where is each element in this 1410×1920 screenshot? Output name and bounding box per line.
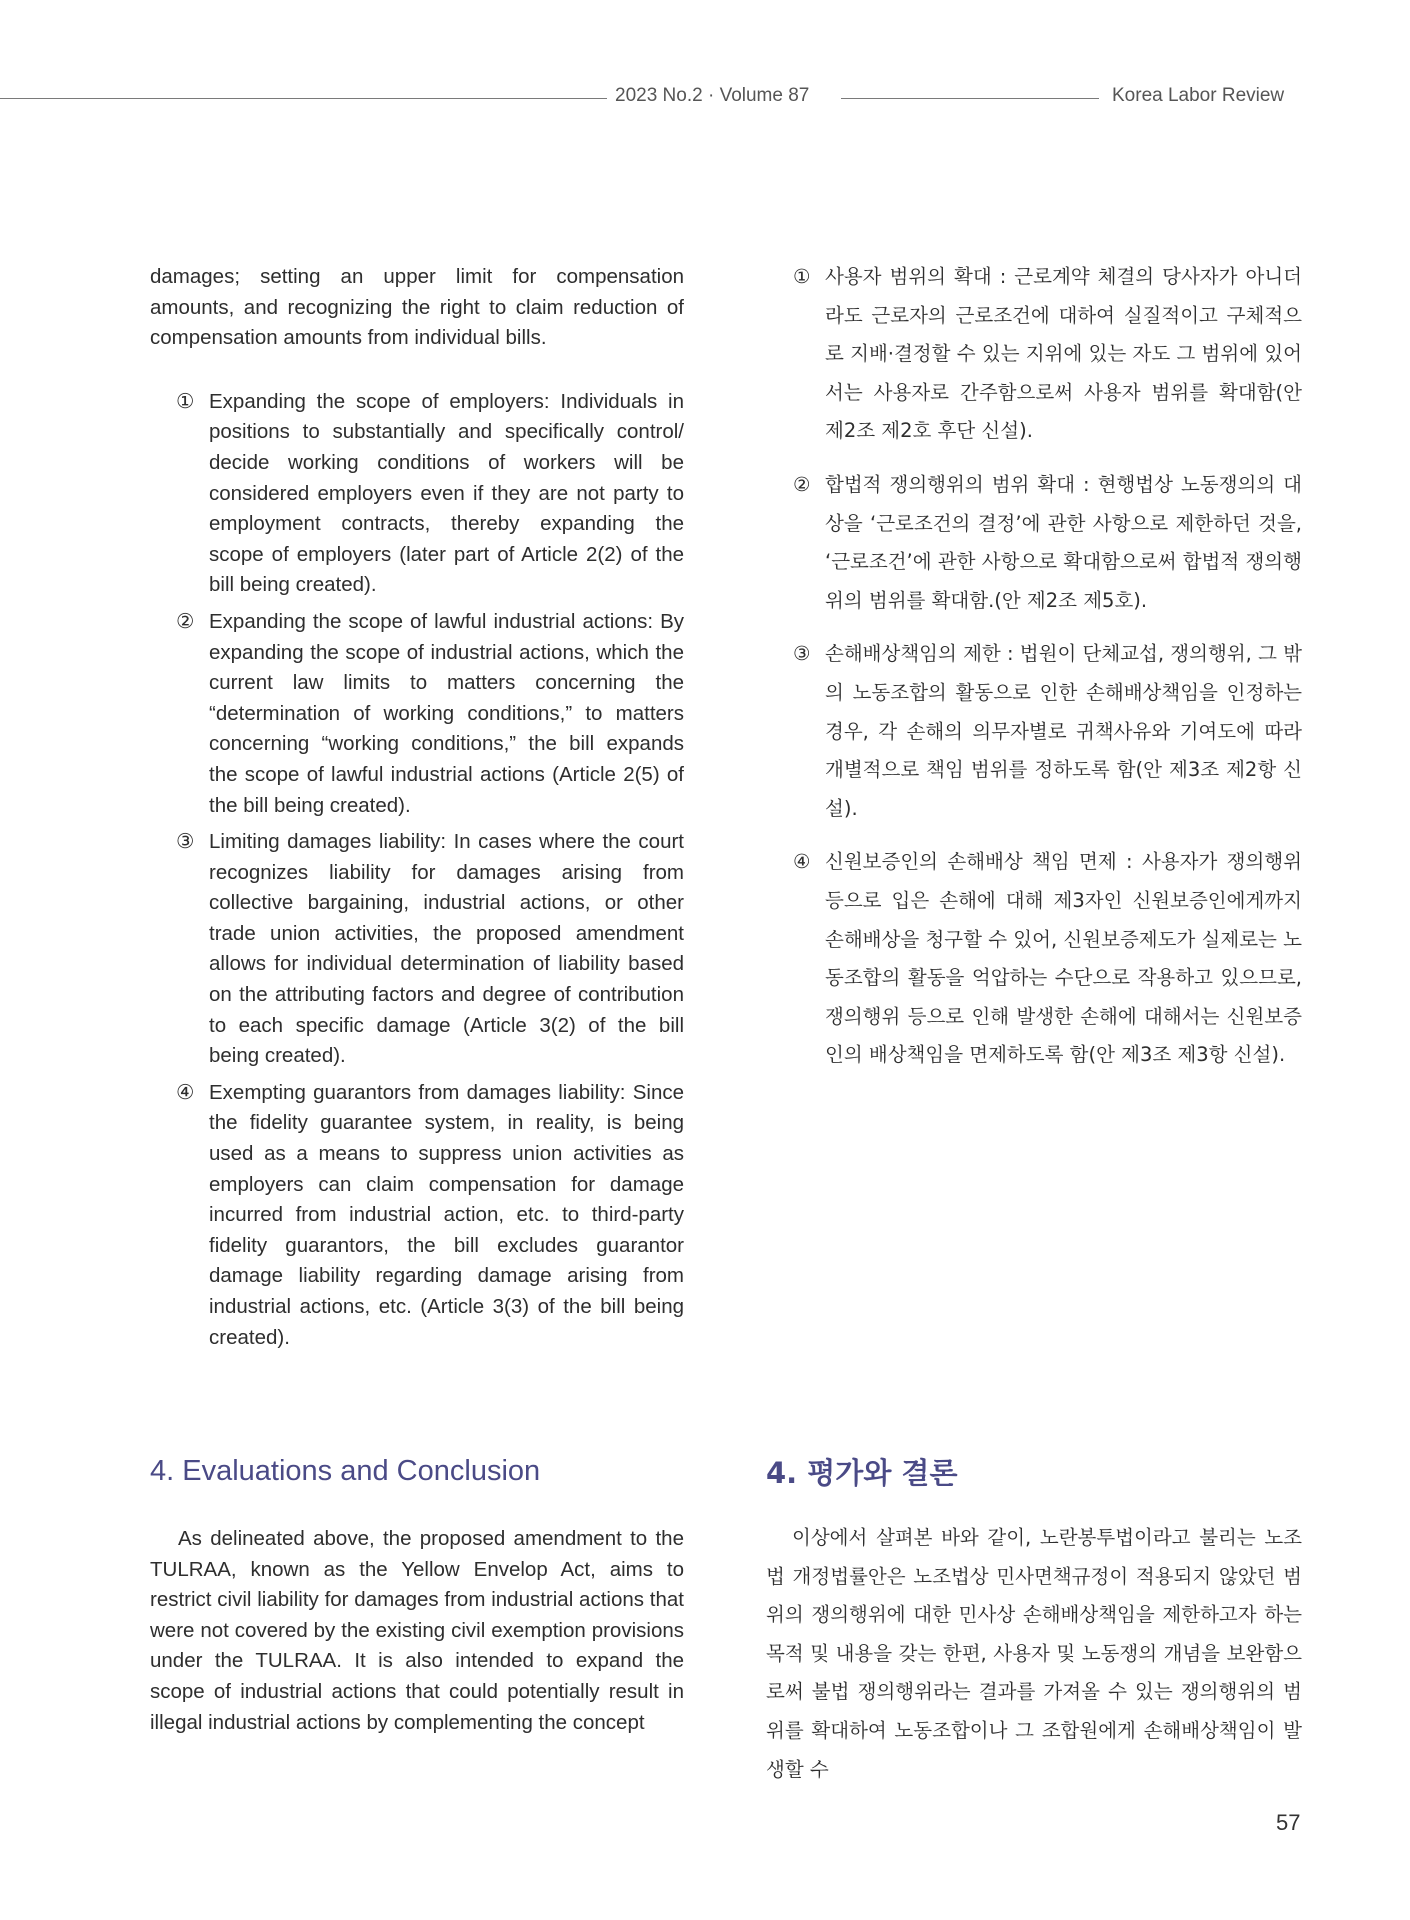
left-column-upper <box>150 262 684 1359</box>
right-column-upper <box>766 258 1302 1090</box>
list-item-ko-3 <box>766 635 1302 828</box>
list-item-en-4 <box>150 1078 684 1353</box>
header-rule-left <box>0 98 607 99</box>
header-issue: 2023 No.2 · Volume 87 <box>615 85 810 106</box>
list-item-ko-4 <box>766 843 1302 1075</box>
right-column-lower <box>766 1519 1302 1789</box>
header-journal-title: Korea Labor Review <box>1112 85 1285 106</box>
conclusion-paragraph-ko: 이상에서 살펴본 바와 같이, 노란봉투법이라고 불리는 노조법 개정법률안은 노조법상 민사면책규정이 적용되지 않았던 범위의 쟁의행위에 대한 민사상 손해배상책임을 제한하고자 하는 목적 및 내용을 갖는 한편, 사용자 및 노동쟁의 개념을 보완함으로써 불법 쟁의행위라는 결과를 가져올 수 있는 쟁의행위의 범위를 확대하여 노동조합이나 그 조합원에게 손해배상책임이 발생할 수 <box>766 1526 1302 1781</box>
list-number: ④ <box>176 1080 195 1104</box>
list-item-en-3 <box>150 827 684 1072</box>
section-heading-ko: 4. 평가와 결론 <box>766 1456 958 1490</box>
list-number: ① <box>793 265 811 288</box>
list-number: ③ <box>793 642 811 666</box>
list-item-ko-1 <box>766 258 1302 451</box>
list-number: ① <box>176 389 195 413</box>
list-number: ② <box>176 609 195 633</box>
list-item-text: 사용자 범위의 확대 : 근로계약 체결의 당사자가 아니더라도 근로자의 근로조건에 대하여 실질적이고 구체적으로 지배·결정할 수 있는 지위에 있는 자도 그 범위에 있어서는 사용자로 간주함으로써 사용자 범위를 확대함(안 제2조 제2호 후단 신설). <box>825 265 1302 443</box>
list-item-text: Exempting guarantors from damages liability: Since the fidelity guarantee system, in reality, is being used as a means to suppress union activities as employers can claim compensation for damage incurred from industrial action, etc. to third-party fidelity guarantors, the bill excludes guarantor damage liability regarding damage arising from industrial actions, etc. (Article 3(3) of the bill being created). <box>209 1080 684 1349</box>
left-column-lower <box>150 1524 684 1738</box>
list-item-text: 손해배상책임의 제한 : 법원이 단체교섭, 쟁의행위, 그 밖의 노동조합의 활동으로 인한 손해배상책임을 인정하는 경우, 각 손해의 의무자별로 귀책사유와 기여도에 따라 개별적으로 책임 범위를 정하도록 함(안 제3조 제2항 신설). <box>825 642 1302 820</box>
list-item-en-1 <box>150 387 684 601</box>
page-number: 57 <box>1276 1810 1301 1835</box>
header-rule-middle <box>841 98 1099 99</box>
list-item-text: Limiting damages liability: In cases where the court recognizes liability for damages arising from collective bargaining, industrial actions, or other trade union activities, the proposed amendment allows for individual determination of liability based on the attributing factors and degree of contribution to each specific damage (Article 3(2) of the bill being created). <box>209 830 684 1068</box>
intro-paragraph-en: damages; setting an upper limit for compensation amounts, and recognizing the right to claim reduction of compensation amounts from individual bills. <box>150 265 684 350</box>
list-item-text: 합법적 쟁의행위의 범위 확대 : 현행법상 노동쟁의의 대상을 ‘근로조건의 결정’에 관한 사항으로 제한하던 것을, ‘근로조건’에 관한 사항으로 확대함으로써 합법적 쟁의행위의 범위를 확대함.(안 제2조 제5호). <box>825 472 1302 612</box>
list-item-text: Expanding the scope of lawful industrial actions: By expanding the scope of industrial actions, which the current law limits to matters concerning the “determination of working conditions,” to matters concerning “working conditions,” the bill expands the scope of lawful industrial actions (Article 2(5) of the bill being created). <box>209 609 684 817</box>
conclusion-paragraph-en: As delineated above, the proposed amendment to the TULRAA, known as the Yellow Envelop Act, aims to restrict civil liability for damages from industrial actions that were not covered by the existing civil exemption provisions under the TULRAA. It is also intended to expand the scope of industrial actions that could potentially result in illegal industrial actions by complementing the concept <box>150 1527 684 1734</box>
list-number: ④ <box>793 850 811 874</box>
list-item-text: Expanding the scope of employers: Individuals in positions to substantially and specifically control/ decide working conditions of workers will be considered employers even if they are not party to employment contracts, thereby expanding the scope of employers (later part of Article 2(2) of the bill being created). <box>209 389 684 597</box>
list-number: ② <box>793 472 811 496</box>
list-item-en-2 <box>150 607 684 821</box>
section-heading-en: 4. Evaluations and Conclusion <box>150 1455 541 1487</box>
list-item-text: 신원보증인의 손해배상 책임 면제 : 사용자가 쟁의행위 등으로 입은 손해에 대해 제3자인 신원보증인에게까지 손해배상을 청구할 수 있어, 신원보증제도가 실제로는 노동조합의 활동을 억압하는 수단으로 작용하고 있으므로, 쟁의행위 등으로 인해 발생한 손해에 대해서는 신원보증인의 배상책임을 면제하도록 함(안 제3조 제3항 신설). <box>825 850 1302 1067</box>
list-number: ③ <box>176 830 195 854</box>
list-item-ko-2 <box>766 466 1302 620</box>
